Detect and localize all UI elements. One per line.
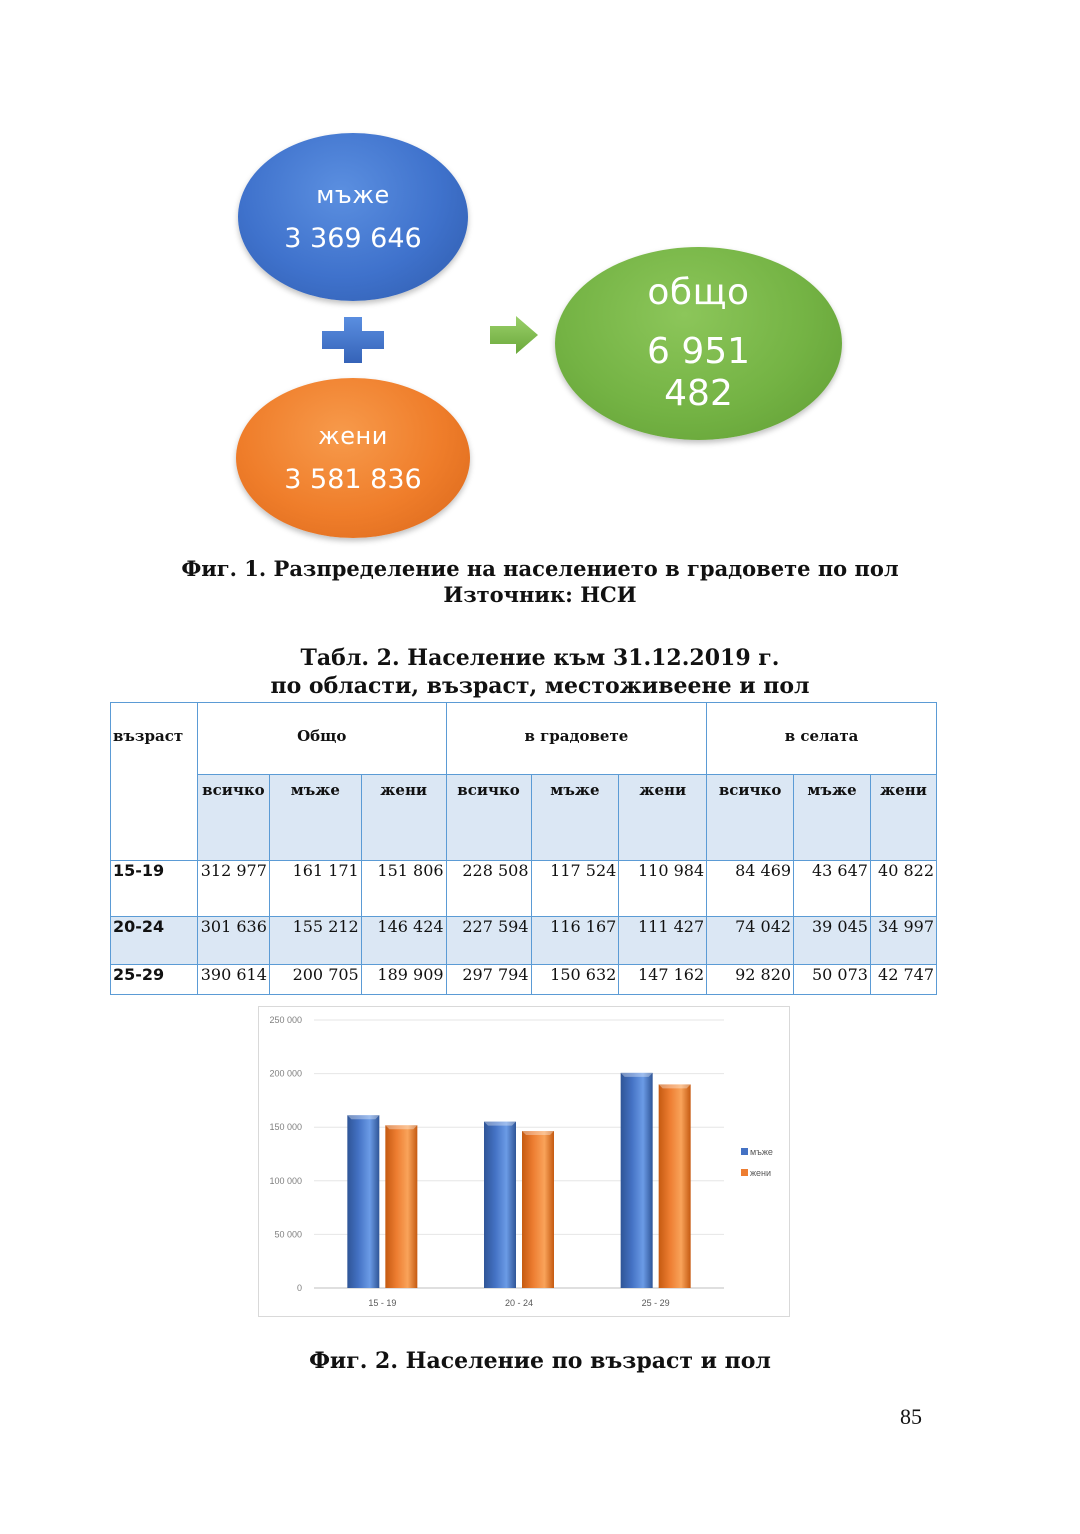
total-value: 6 951 482: [646, 331, 751, 414]
group-header-villages: в селата: [707, 703, 937, 775]
figure1-caption: [0, 556, 1080, 608]
total-label: общо: [647, 272, 750, 313]
row-age: 25-29: [111, 965, 198, 995]
table-row: [111, 861, 937, 917]
table-cell: 84 469: [707, 861, 794, 917]
table-cell: 74 042: [707, 917, 794, 965]
x-tick-label: 15 - 19: [368, 1298, 397, 1308]
legend-label: мъже: [750, 1147, 773, 1157]
bar-bevel: [621, 1073, 653, 1077]
y-tick-label: 50 000: [274, 1229, 302, 1240]
men-value: 3 369 646: [284, 222, 422, 254]
subheader-all: всичко: [707, 775, 794, 861]
subheader-men: мъже: [794, 775, 871, 861]
bar-мъже: [621, 1073, 653, 1288]
women-bubble: [236, 378, 470, 538]
legend-swatch: [741, 1148, 748, 1155]
y-tick-label: 100 000: [269, 1175, 302, 1186]
row-age: 20-24: [111, 917, 198, 965]
table-cell: 151 806: [361, 861, 446, 917]
table-cell: 200 705: [269, 965, 361, 995]
table-cell: 155 212: [269, 917, 361, 965]
row-age: 15-19: [111, 861, 198, 917]
table-cell: 161 171: [269, 861, 361, 917]
x-tick-label: 25 - 29: [641, 1298, 670, 1308]
bar-bevel: [484, 1122, 516, 1126]
table-cell: 228 508: [446, 861, 531, 917]
table2-title-line2: по области, възраст, местоживеене и пол: [270, 673, 810, 699]
table-cell: 301 636: [197, 917, 269, 965]
table-cell: 110 984: [619, 861, 707, 917]
men-label: мъже: [316, 180, 390, 209]
subheader-all: всичко: [197, 775, 269, 861]
table-cell: 227 594: [446, 917, 531, 965]
table-row: [111, 917, 937, 965]
table-cell: 312 977: [197, 861, 269, 917]
legend-label: жени: [750, 1168, 772, 1178]
table-cell: 116 167: [531, 917, 619, 965]
table-subheader-row: [111, 775, 937, 861]
men-bubble: [238, 133, 468, 301]
table-cell: 39 045: [794, 917, 871, 965]
subheader-men: мъже: [269, 775, 361, 861]
table-cell: 297 794: [446, 965, 531, 995]
table-cell: 111 427: [619, 917, 707, 965]
figure2-caption: Фиг. 2. Население по възраст и пол: [309, 1348, 771, 1374]
table-cell: 147 162: [619, 965, 707, 995]
y-tick-label: 200 000: [269, 1068, 302, 1079]
women-label: жени: [318, 421, 388, 450]
y-tick-label: 0: [296, 1283, 302, 1293]
table-row: [111, 965, 937, 995]
table-cell: 43 647: [794, 861, 871, 917]
bar-bevel: [385, 1125, 417, 1129]
y-tick-label: 250 000: [269, 1015, 302, 1025]
chart-frame: [258, 1006, 790, 1317]
subheader-all: всичко: [446, 775, 531, 861]
subheader-women: жени: [870, 775, 936, 861]
total-bubble: [555, 247, 842, 440]
bar-bevel: [347, 1115, 379, 1119]
table-cell: 117 524: [531, 861, 619, 917]
table2-title-line1: Табл. 2. Население към 31.12.2019 г.: [300, 645, 780, 671]
bar-мъже: [347, 1115, 379, 1288]
arrow-right-icon: [490, 316, 538, 354]
bar-жени: [522, 1131, 554, 1288]
table-cell: 189 909: [361, 965, 446, 995]
table-cell: 34 997: [870, 917, 936, 965]
page-number: 85: [900, 1404, 922, 1429]
group-header-cities: в градовете: [446, 703, 707, 775]
table-cell: 390 614: [197, 965, 269, 995]
bar-жени: [385, 1125, 417, 1288]
figure1-source: Източник: НСИ: [443, 582, 637, 607]
table-cell: 40 822: [870, 861, 936, 917]
age-column-header: възраст: [111, 703, 198, 861]
table2-title: [0, 644, 1080, 700]
y-tick-label: 150 000: [269, 1122, 302, 1133]
table-cell: 42 747: [870, 965, 936, 995]
table-cell: 146 424: [361, 917, 446, 965]
subheader-women: жени: [361, 775, 446, 861]
subheader-women: жени: [619, 775, 707, 861]
table-cell: 92 820: [707, 965, 794, 995]
bar-жени: [659, 1084, 691, 1288]
subheader-men: мъже: [531, 775, 619, 861]
bar-chart: [259, 1007, 789, 1316]
group-header-total: Общо: [197, 703, 446, 775]
population-table: [110, 702, 937, 995]
plus-icon: [322, 317, 384, 363]
bar-bevel: [659, 1084, 691, 1088]
table-cell: 150 632: [531, 965, 619, 995]
figure1-caption-line1: Фиг. 1. Разпределение на населението в градовете по пол: [181, 556, 899, 581]
women-value: 3 581 836: [284, 463, 422, 495]
bar-bevel: [522, 1131, 554, 1135]
table-cell: 50 073: [794, 965, 871, 995]
table-header-row: [111, 703, 937, 775]
x-tick-label: 20 - 24: [504, 1298, 534, 1308]
legend-swatch: [741, 1169, 748, 1176]
bar-мъже: [484, 1122, 516, 1288]
